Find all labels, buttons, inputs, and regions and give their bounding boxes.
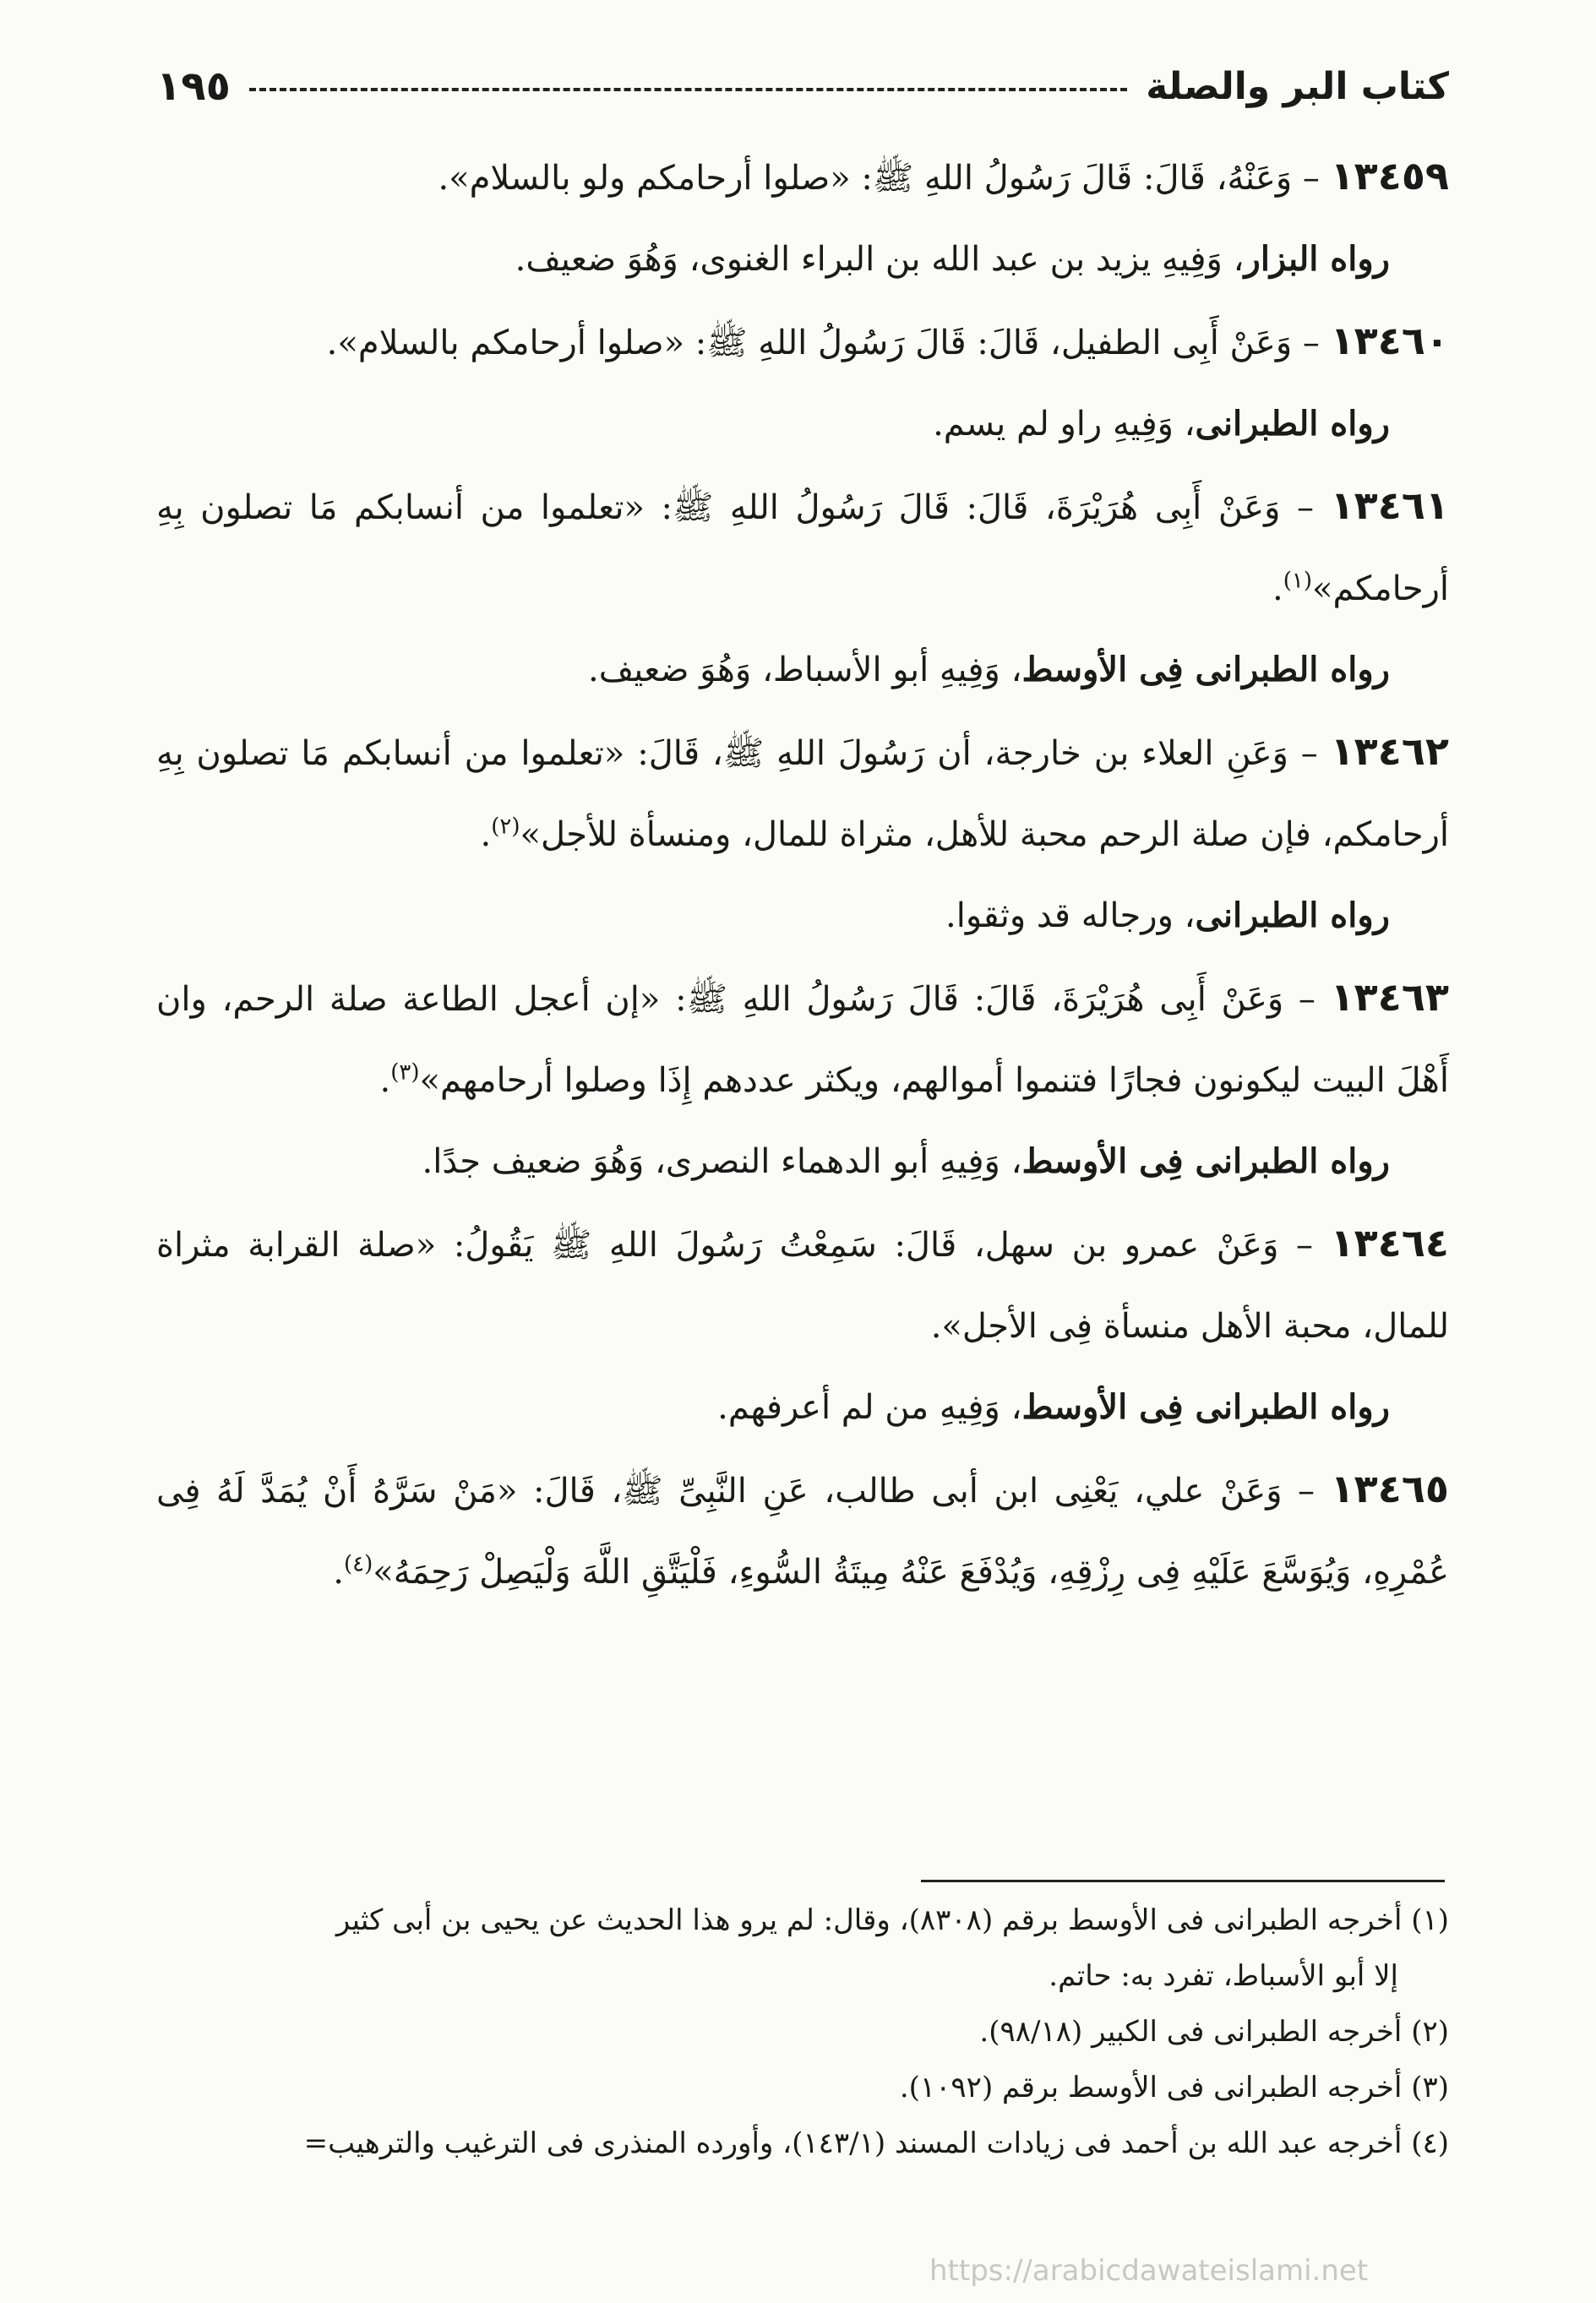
hadith-entry xyxy=(156,956,1449,1121)
source-note: ، وَفِيهِ يزيد بن عبد الله بن البراء الغنوى، وَهُوَ ضعيف. xyxy=(515,240,1245,279)
hadith-source xyxy=(156,1367,1449,1448)
hadith-number: ١٣٤٥٩ xyxy=(1330,153,1449,199)
hadith-source xyxy=(156,1121,1449,1202)
footnote-separator xyxy=(921,1880,1445,1882)
source-note: ، وَفِيهِ من لم أعرفهم. xyxy=(717,1388,1022,1427)
hadith-source xyxy=(156,875,1449,956)
source-note: ، ورجاله قد وثقوا. xyxy=(945,896,1196,935)
hadith-entry xyxy=(156,710,1449,875)
source-narrator: رواه الطبرانى xyxy=(1195,404,1390,444)
source-narrator: رواه الطبرانى فِى الأوسط xyxy=(1021,1141,1390,1181)
source-note: ، وَفِيهِ أبو الدهماء النصرى، وَهُوَ ضعيف جدًا. xyxy=(422,1142,1022,1181)
hadith-number: ١٣٤٦٣ xyxy=(1330,974,1449,1020)
hadith-number: ١٣٤٦٥ xyxy=(1330,1466,1449,1511)
footnote: (٣) أخرجه الطبرانى فى الأوسط برقم (١٠٩٢). xyxy=(899,2071,1449,2104)
source-narrator: رواه البزار xyxy=(1244,239,1390,279)
hadith-text: – وَعَنْ عمرو بن سهل، قَالَ: سَمِعْتُ رَسُولَ اللهِ ﷺ يَقُولُ: «صلة القرابة مثراة للمال، محبة الأهل منسأة فِى الأجل». xyxy=(156,1226,1449,1346)
header-dashed-rule xyxy=(249,88,1127,91)
running-header xyxy=(156,52,1449,120)
footnote-ref: (٢) xyxy=(491,814,520,840)
main-text xyxy=(156,135,1449,1613)
chapter-title: كتاب البر والصلة xyxy=(1146,64,1449,108)
hadith-entry xyxy=(156,1202,1449,1367)
hadith-text: – وَعَنْهُ، قَالَ: قَالَ رَسُولُ اللهِ ﷺ: «صلوا أرحامكم ولو بالسلام». xyxy=(438,159,1331,198)
source-narrator: رواه الطبرانى فِى الأوسط xyxy=(1021,1387,1390,1427)
footnote-ref: (٤) xyxy=(343,1551,373,1577)
footnote-ref: (١) xyxy=(1283,568,1313,594)
footnote-ref: (٣) xyxy=(390,1059,420,1086)
hadith-source xyxy=(156,629,1449,710)
hadith-entry xyxy=(156,300,1449,384)
hadith-source xyxy=(156,384,1449,465)
source-note: ، وَفِيهِ أبو الأسباط، وَهُوَ ضعيف. xyxy=(588,651,1022,689)
source-narrator: رواه الطبرانى فِى الأوسط xyxy=(1021,650,1390,689)
footnote: (٤) أخرجه عبد الله بن أحمد فى زيادات المسند (١٤٣/١)، وأورده المنذرى فى الترغيب والترهيب= xyxy=(303,2126,1449,2160)
site-watermark: https://arabicdawateislami.net xyxy=(929,2254,1369,2288)
hadith-text: – وَعَنْ أَبِى هُرَيْرَةَ، قَالَ: قَالَ رَسُولُ اللهِ ﷺ: «إن أعجل الطاعة صلة الرحم، وان أَهْلَ البيت ليكونون فجارًا فتنموا أموالهم، ويكثر عددهم إِذَا وصلوا أرحامهم» xyxy=(156,980,1449,1100)
page-number: ١٩٥ xyxy=(156,63,231,110)
hadith-text: – وَعَنِ العلاء بن خارجة، أن رَسُولَ اللهِ ﷺ، قَالَ: «تعلموا من أنسابكم مَا تصلون بِهِ أرحامكم، فإن صلة الرحم محبة للأهل، مثراة للمال، ومنسأة للأجل» xyxy=(156,734,1449,854)
hadith-number: ١٣٤٦٤ xyxy=(1330,1220,1449,1266)
hadith-number: ١٣٤٦١ xyxy=(1330,482,1449,528)
hadith-text-end: . xyxy=(480,815,492,854)
hadith-text: – وَعَنْ علي، يَعْنِى ابن أبى طالب، عَنِ النَّبِىِّ ﷺ، قَالَ: «مَنْ سَرَّهُ أَنْ يُمَدَّ لَهُ فِى عُمْرِهِ، وَيُوَسَّعَ عَلَيْهِ فِى رِزْقِهِ، وَيُدْفَعَ عَنْهُ مِيتَةُ السُّوءِ، فَلْيَتَّقِ اللَّهَ وَلْيَصِلْ رَحِمَهُ» xyxy=(156,1472,1449,1592)
hadith-text-end: . xyxy=(333,1553,344,1592)
hadith-entry xyxy=(156,1448,1449,1613)
source-narrator: رواه الطبرانى xyxy=(1195,896,1390,935)
footnotes xyxy=(156,1892,1449,2171)
hadith-text-end: . xyxy=(379,1061,391,1100)
hadith-text-end: . xyxy=(1272,569,1283,608)
hadith-source xyxy=(156,219,1449,300)
hadith-entry xyxy=(156,465,1449,629)
source-note: ، وَفِيهِ راو لم يسم. xyxy=(933,405,1196,444)
hadith-text: – وَعَنْ أَبِى الطفيل، قَالَ: قَالَ رَسُولُ اللهِ ﷺ: «صلوا أرحامكم بالسلام». xyxy=(326,324,1331,362)
hadith-entry xyxy=(156,135,1449,219)
hadith-number: ١٣٤٦٠ xyxy=(1330,318,1449,363)
footnote: (١) أخرجه الطبرانى فى الأوسط برقم (٨٣٠٨)، وقال: لم يرو هذا الحديث عن يحيى بن أبى كثير xyxy=(335,1903,1449,1937)
hadith-number: ١٣٤٦٢ xyxy=(1330,728,1449,774)
footnote-continuation: إلا أبو الأسباط، تفرد به: حاتم. xyxy=(1049,1959,1398,1993)
footnote: (٢) أخرجه الطبرانى فى الكبير (٩٨/١٨). xyxy=(979,2015,1449,2049)
hadith-text: – وَعَنْ أَبِى هُرَيْرَةَ، قَالَ: قَالَ رَسُولُ اللهِ ﷺ: «تعلموا من أنسابكم مَا تصلون بِهِ أرحامكم» xyxy=(156,488,1449,608)
